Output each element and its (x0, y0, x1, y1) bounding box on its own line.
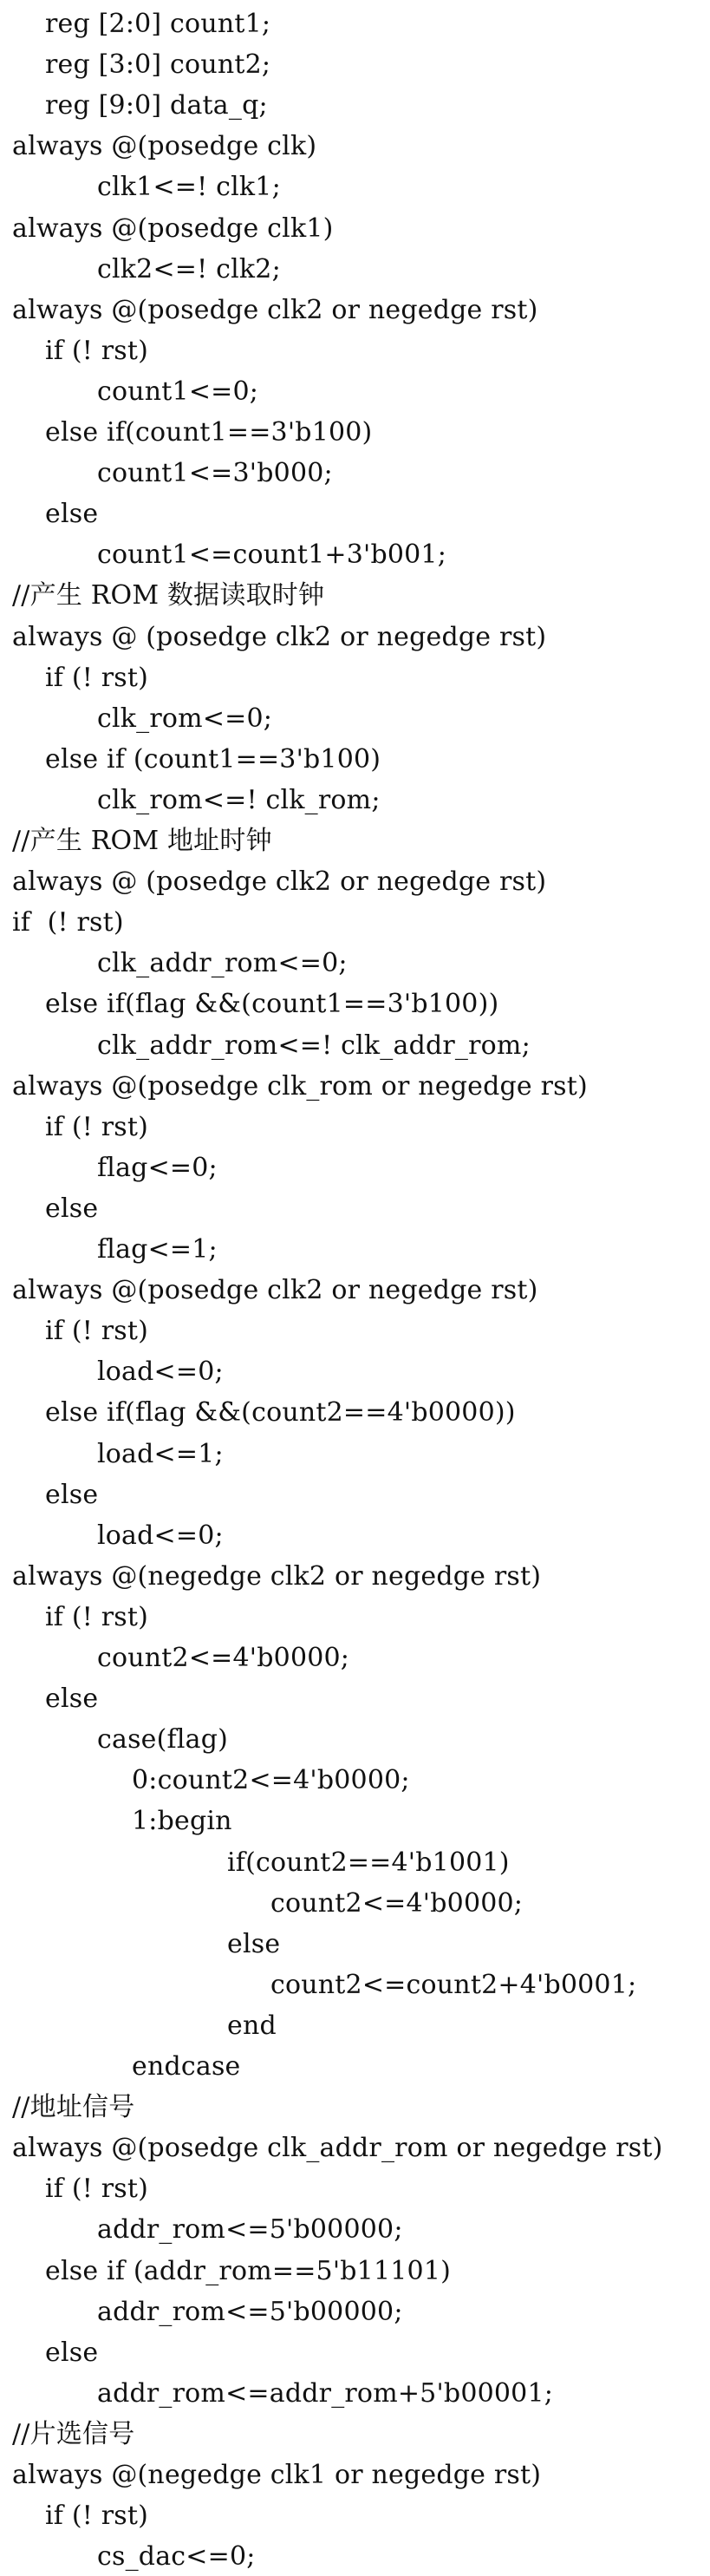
code-line: //产生 ROM 地址时钟 (12, 826, 272, 856)
code-line: count2<=count2+4'b0001; (270, 1970, 637, 2000)
code-line: //地址信号 (12, 2092, 135, 2122)
code-line: flag<=1; (97, 1234, 218, 1265)
code-line: clk_addr_rom<=0; (97, 948, 348, 978)
code-line: clk_rom<=! clk_rom; (97, 785, 381, 815)
code-line: if (! rst) (45, 336, 149, 366)
code-line: cs_dac<=0; (97, 2541, 256, 2572)
code-line: else if(flag &&(count1==3'b100)) (45, 989, 499, 1019)
code-line: if (! rst) (45, 1316, 149, 1346)
code-line: count2<=4'b0000; (270, 1888, 524, 1919)
code-line: always @(posedge clk_addr_rom or negedge rst) (12, 2133, 663, 2163)
code-line: always @(posedge clk2 or negedge rst) (12, 1275, 538, 1305)
code-line: //产生 ROM 数据读取时钟 (12, 580, 325, 611)
code-line: always @(posedge clk) (12, 131, 317, 161)
code-line: else if (count1==3'b100) (45, 744, 381, 775)
code-line: if (! rst) (45, 663, 149, 693)
code-line: reg [9:0] data_q; (45, 90, 268, 121)
code-line: clk2<=! clk2; (97, 254, 281, 284)
code-line: clk_rom<=0; (97, 703, 273, 734)
code-line: addr_rom<=5'b00000; (97, 2297, 403, 2327)
code-line: load<=0; (97, 1357, 224, 1387)
code-line: always @(negedge clk1 or negedge rst) (12, 2460, 542, 2490)
code-line: if (! rst) (45, 2501, 149, 2531)
code-line: //片选信号 (12, 2419, 135, 2449)
code-line: if(count2==4'b1001) (227, 1847, 510, 1878)
code-line: count1<=0; (97, 376, 259, 407)
code-line: always @ (posedge clk2 or negedge rst) (12, 866, 547, 897)
code-line: clk1<=! clk1; (97, 172, 281, 202)
code-line: else if (addr_rom==5'b11101) (45, 2256, 452, 2286)
code-line: count2<=4'b0000; (97, 1643, 350, 1673)
code-line: load<=0; (97, 1520, 224, 1551)
code-line: always @ (posedge clk2 or negedge rst) (12, 622, 547, 652)
code-line: else (45, 1480, 99, 1510)
code-line: else (45, 499, 99, 529)
code-line: addr_rom<=5'b00000; (97, 2214, 403, 2245)
code-line: if (! rst) (45, 1602, 149, 1632)
code-line: reg [2:0] count1; (45, 9, 271, 39)
code-line: count1<=3'b000; (97, 458, 333, 488)
code-line: always @(negedge clk2 or negedge rst) (12, 1561, 542, 1592)
code-line: count1<=count1+3'b001; (97, 539, 447, 570)
code-line: if (! rst) (45, 1112, 149, 1142)
code-line: else if(flag &&(count2==4'b0000)) (45, 1397, 516, 1428)
code-line: case(flag) (97, 1724, 229, 1755)
code-line: always @(posedge clk1) (12, 213, 334, 244)
code-line: if (! rst) (12, 907, 124, 938)
code-line: else if(count1==3'b100) (45, 417, 373, 448)
code-line: else (45, 1193, 99, 1224)
code-line: reg [3:0] count2; (45, 49, 271, 80)
code-line: endcase (132, 2051, 241, 2082)
code-line: addr_rom<=addr_rom+5'b00001; (97, 2378, 554, 2409)
code-line: 0:count2<=4'b0000; (132, 1765, 410, 1795)
code-line: else (227, 1929, 281, 1959)
code-line: always @(posedge clk2 or negedge rst) (12, 295, 538, 325)
code-line: always @(posedge clk_rom or negedge rst) (12, 1071, 588, 1102)
code-line: 1:begin (132, 1806, 232, 1836)
code-line: flag<=0; (97, 1153, 218, 1183)
code-line: else (45, 1684, 99, 1714)
code-line: clk_addr_rom<=! clk_addr_rom; (97, 1030, 531, 1061)
code-line: else (45, 2337, 99, 2368)
code-line: if (! rst) (45, 2174, 149, 2204)
code-line: load<=1; (97, 1439, 224, 1469)
code-line: end (227, 2010, 277, 2041)
